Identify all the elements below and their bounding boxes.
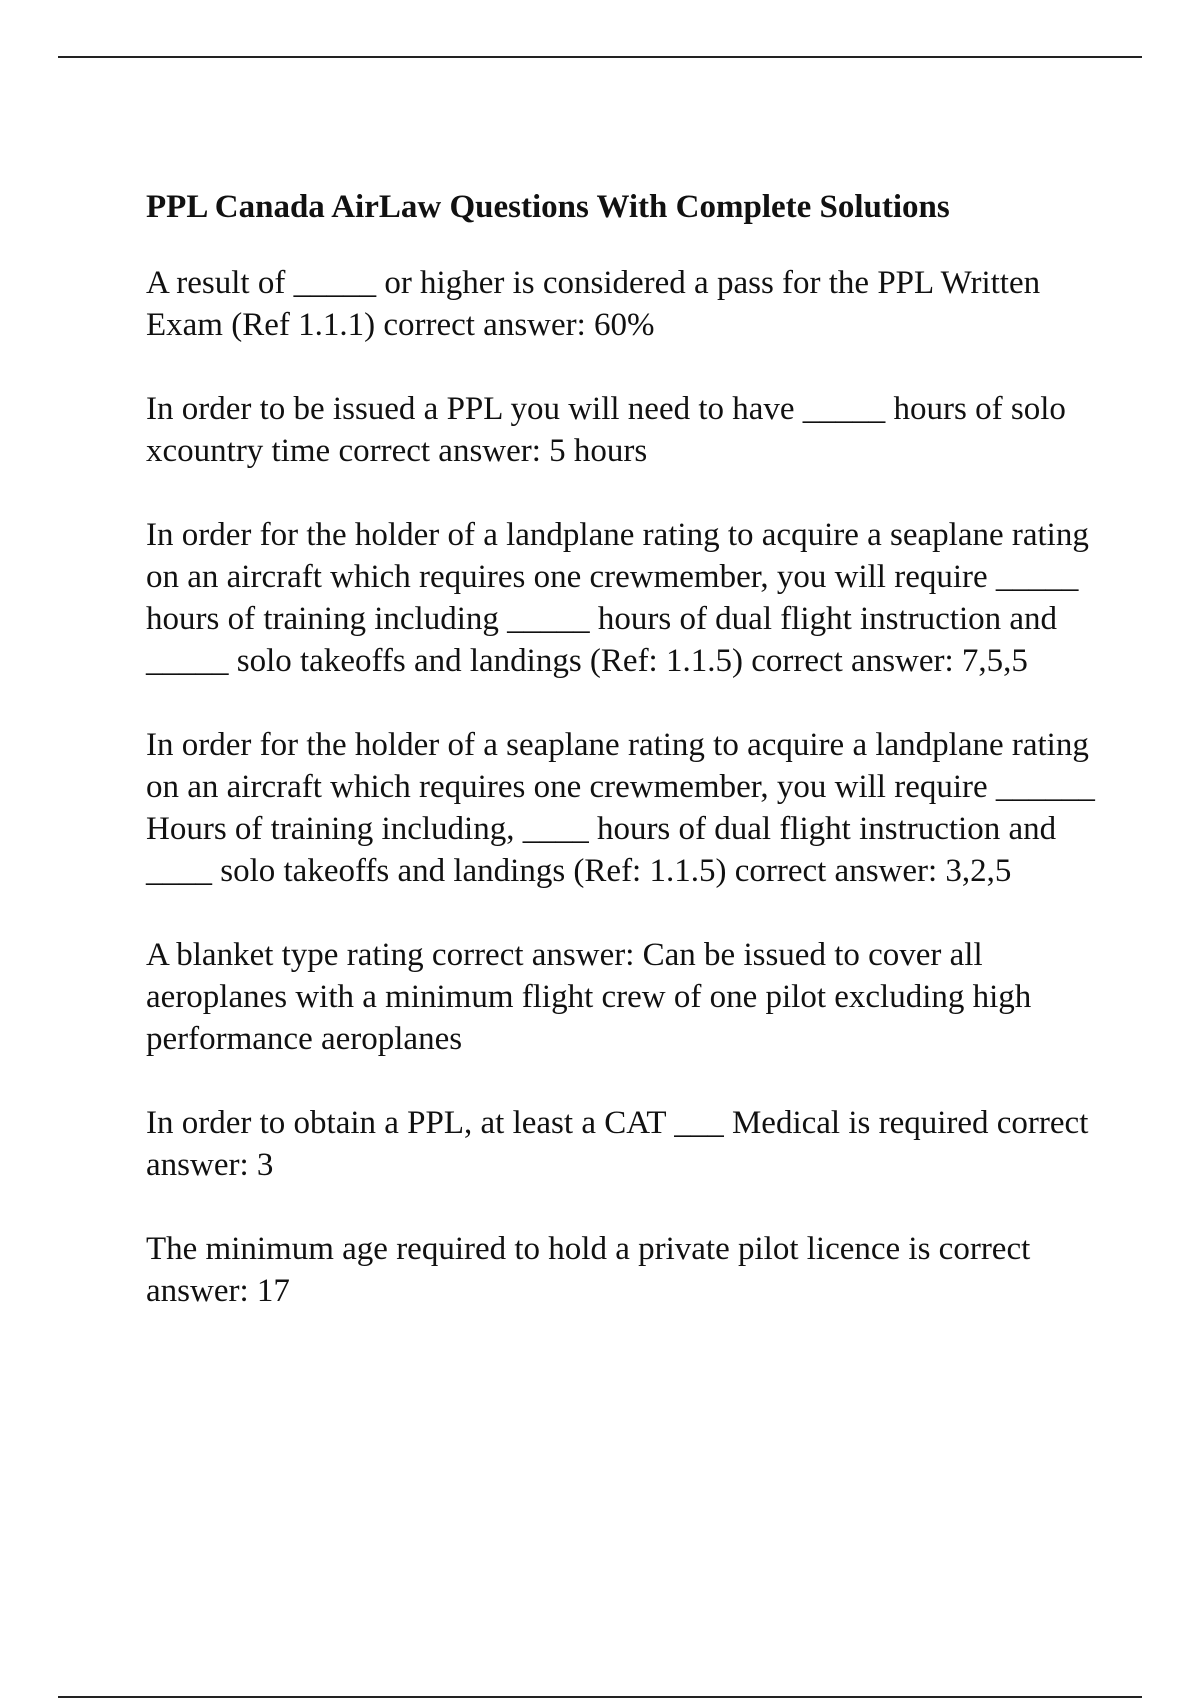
footer-rule bbox=[58, 1696, 1142, 1698]
question-answer-2: In order to be issued a PPL you will need to have _____ hours of solo xcountry time correct answer: 5 hours bbox=[146, 391, 1066, 469]
document-body bbox=[146, 186, 1096, 1354]
question-answer-7: The minimum age required to hold a private pilot licence is correct answer: 17 bbox=[146, 1231, 1031, 1309]
question-answer-5: A blanket type rating correct answer: Can be issued to cover all aeroplanes with a minimum flight crew of one pilot excluding high performance aeroplanes bbox=[146, 937, 1032, 1057]
question-answer-3: In order for the holder of a landplane rating to acquire a seaplane rating on an aircraft which requires one crewmember, you will require _____ hours of training including _____ hours of dual flight instruction and _____ solo takeoffs and landings (Ref: 1.1.5) correct answer: 7,5,5 bbox=[146, 517, 1089, 679]
question-answer-6: In order to obtain a PPL, at least a CAT ___ Medical is required correct answer: 3 bbox=[146, 1105, 1089, 1183]
question-answer-4: In order for the holder of a seaplane rating to acquire a landplane rating on an aircraft which requires one crewmember, you will require ______ Hours of training including, ____ hours of dual flight instruction and ____ solo takeoffs and landings (Ref: 1.1.5) correct answer: 3,2,5 bbox=[146, 727, 1095, 889]
question-answer-1: A result of _____ or higher is considered a pass for the PPL Written Exam (Ref 1.1.1) correct answer: 60% bbox=[146, 265, 1041, 343]
header-rule bbox=[58, 56, 1142, 58]
document-title: PPL Canada AirLaw Questions With Complete Solutions bbox=[146, 189, 950, 225]
